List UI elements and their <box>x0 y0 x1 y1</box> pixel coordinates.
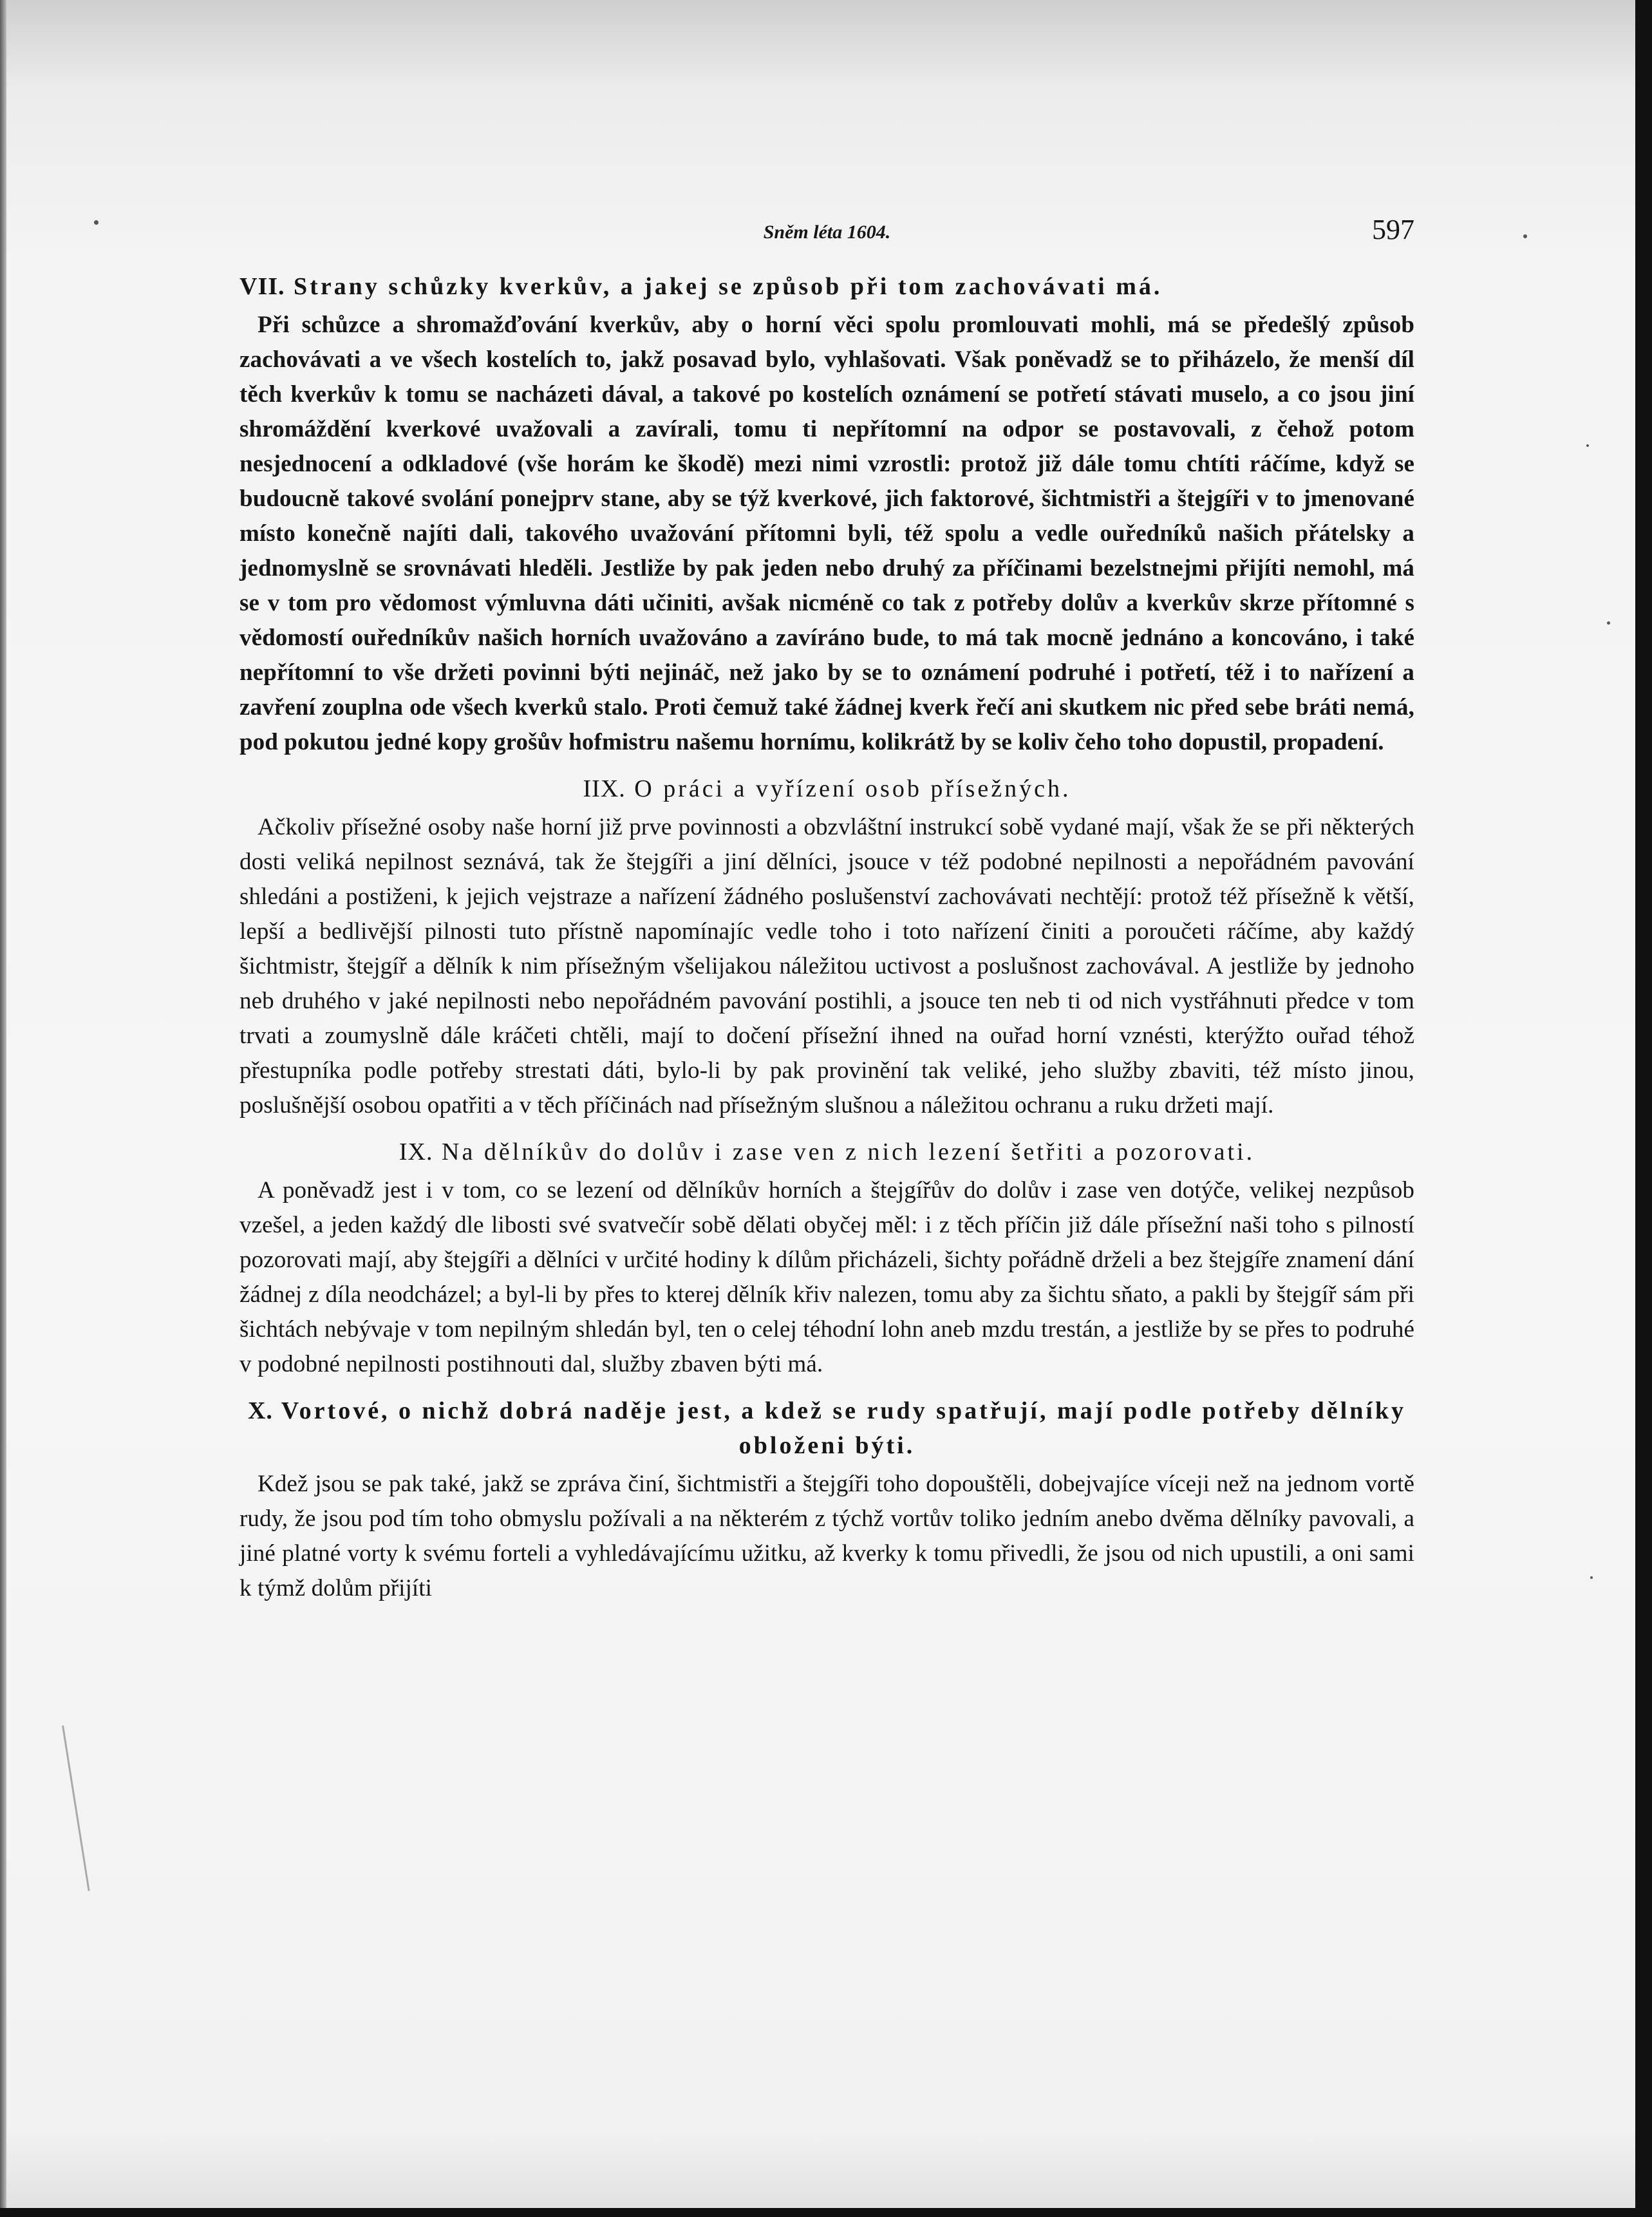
document-page <box>239 212 1414 1606</box>
section-heading <box>239 269 1414 304</box>
section-iix <box>239 771 1414 1123</box>
scan-bottom-edge <box>0 2208 1652 2217</box>
section-title: O práci a vyřízení osob přísežných. <box>634 775 1071 802</box>
scan-scratch-mark <box>62 1726 90 1891</box>
section-number: VII. <box>239 273 285 300</box>
section-title: Strany schůzky kverkův, a jakej se způsob při tom zachovávati má. <box>294 273 1163 300</box>
dust-speck <box>94 220 99 225</box>
section-number: IX. <box>399 1138 433 1165</box>
dust-speck <box>1607 621 1610 625</box>
section-number: X. <box>247 1397 273 1424</box>
section-body: Při schůzce a shromažďování kverkův, aby o horní věci spolu promlouvati mohli, má se předešlý způsob zachovávati a ve všech kostelích to, jakž posavad bylo, vyhlašovati. Však poněvadž se to přiházelo, že menší díl těch kverkův k tomu se nacházeti dával, a takové po kostelích oznámení se potřetí stávati muselo, a co jsou jiní shromáždění kverkové uvažovali a zavírali, tomu ti nepřítomní na odpor se postavovali, z čehož potom nesjednocení a odkladové (vše horám ke škodě) mezi nimi vzrostli: protož již dále tomu chtíti ráčíme, když se budoucně takové svolání ponejprv stane, aby se týž kverkové, jich faktorové, šichtmistři a štejgíři v to jmenované místo konečně najíti dali, takového uvažování přítomni byli, též spolu a vedle ouředníků našich přátelsky a jednomyslně se srovnávati hleděli. Jestliže by pak jeden nebo druhý za příčinami bezelstnejmi přijíti nemohl, má se v tom pro vědomost výmluvna dáti učiniti, avšak nicméně co tak z potřeby dolův a kverkův skrze přítomné s vědomostí ouředníkův našich horních uvažováno a zavíráno bude, to má tak mocně jednáno a koncováno, i také nepřítomní to vše držeti povinni býti nejináč, než jako by se to oznámení podruhé i potřetí, též i to nařízení a zavření zouplna ode všech kverků stalo. Proti čemuž také žádnej kverk řečí ani skutkem nic před sebe bráti nemá, pod pokutou jedné kopy grošův hofmistru našemu hornímu, kolikrátž by se koliv čeho toho dopustil, propadení. <box>239 312 1414 755</box>
section-title: Vortové, o nichž dobrá naděje jest, a kdež se rudy spatřují, mají podle potřeby dělníky obloženi býti. <box>281 1397 1407 1459</box>
running-header <box>239 212 1414 251</box>
section-body: A poněvadž jest i v tom, co se lezení od dělníkův horních a štejgířův do dolův i zase ven dotýče, velikej nezpůsob vzešel, a jeden každý dle libosti své svatvečír sobě dělati obyčej měl: i z těch příčin již dále přísežní naši toho s pilností pozorovati mají, aby štejgíři a dělníci v určité hodiny k dílům přicházeli, šichty pořádně drželi a bez štejgíře znamení dání žádnej z díla neodcházel; a byl-li by přes to kterej dělník křiv nalezen, tomu aby za šichtu sňato, a pakli by štejgíř sám při šichtách nebývaje v tom nepilným shledán byl, ten o celej téhodní lohn aneb mzdu trestán, a jestliže by se přes to podruhé v podobné nepilnosti postihnouti dal, služby zbaven býti má. <box>239 1177 1414 1377</box>
running-title: Sněm léta 1604. <box>763 222 891 243</box>
section-heading <box>239 1393 1414 1463</box>
section-heading <box>239 1135 1414 1169</box>
section-body: Ačkoliv přísežné osoby naše horní již prve povinnosti a obzvláštní instrukcí sobě vydané mají, však že se při některých dosti veliká nepilnost seznává, tak že štejgíři a jiní dělníci, jsouce v též podobné nepilnosti a nepořádném pavování shledáni a postiženi, k jejich vejstraze a nařízení žádného poslušenství zachovávati nechtějí: protož též přísežně k větší, lepší a bedlivější pilnosti tuto přístně napomínajíc vedle toho i toto nařízení činiti a poroučeti ráčíme, aby každý šichtmistr, štejgíř a dělník k nim přísežným všelijakou náležitou uctivost a poslušnost zachovával. A jestliže by jednoho neb druhého v jaké nepilnosti nebo nepořádném pavování postihli, a jsouce ten neb ti od nich vystřáhnuti předce v tom trvati a zoumyslně dále kráčeti chtěli, mají to dočení přísežní ihned na ouřad horní vznésti, kterýžto ouřad téhož přestupníka podle potřeby strestati dáti, bylo-li by pak provinění tak veliké, jeho služby zbaviti, též místo jinou, poslušnější osobou opatřiti a v těch příčinách nad přísežným slušnou a náležitou ochranu a ruku držeti mají. <box>239 814 1414 1118</box>
section-heading <box>239 771 1414 806</box>
dust-speck <box>1590 1576 1593 1579</box>
section-vii <box>239 269 1414 760</box>
section-ix <box>239 1135 1414 1382</box>
section-number: IIX. <box>583 775 626 802</box>
scan-left-edge <box>0 0 6 2217</box>
section-title: Na dělníkův do dolův i zase ven z nich lezení šetřiti a pozorovati. <box>442 1138 1255 1165</box>
dust-speck <box>1523 234 1527 238</box>
page-number: 597 <box>1372 214 1414 245</box>
section-body: Kdež jsou se pak také, jakž se zpráva činí, šichtmistři a štejgíři toho dopouštěli, dobejvajíce víceji než na jednom vortě rudy, že jsou pod tím toho obmyslu požívali a na některém z týchž vortův toliko jedním anebo dvěma dělníky pavovali, a jiné platné vorty k svému forteli a vyhledávajícímu užitku, až kverky k tomu přivedli, že jsou od nich upustili, a oni sami k týmž dolům přijíti <box>239 1471 1414 1601</box>
dust-speck <box>1586 444 1589 447</box>
section-x <box>239 1393 1414 1606</box>
scan-right-edge <box>1635 0 1652 2217</box>
